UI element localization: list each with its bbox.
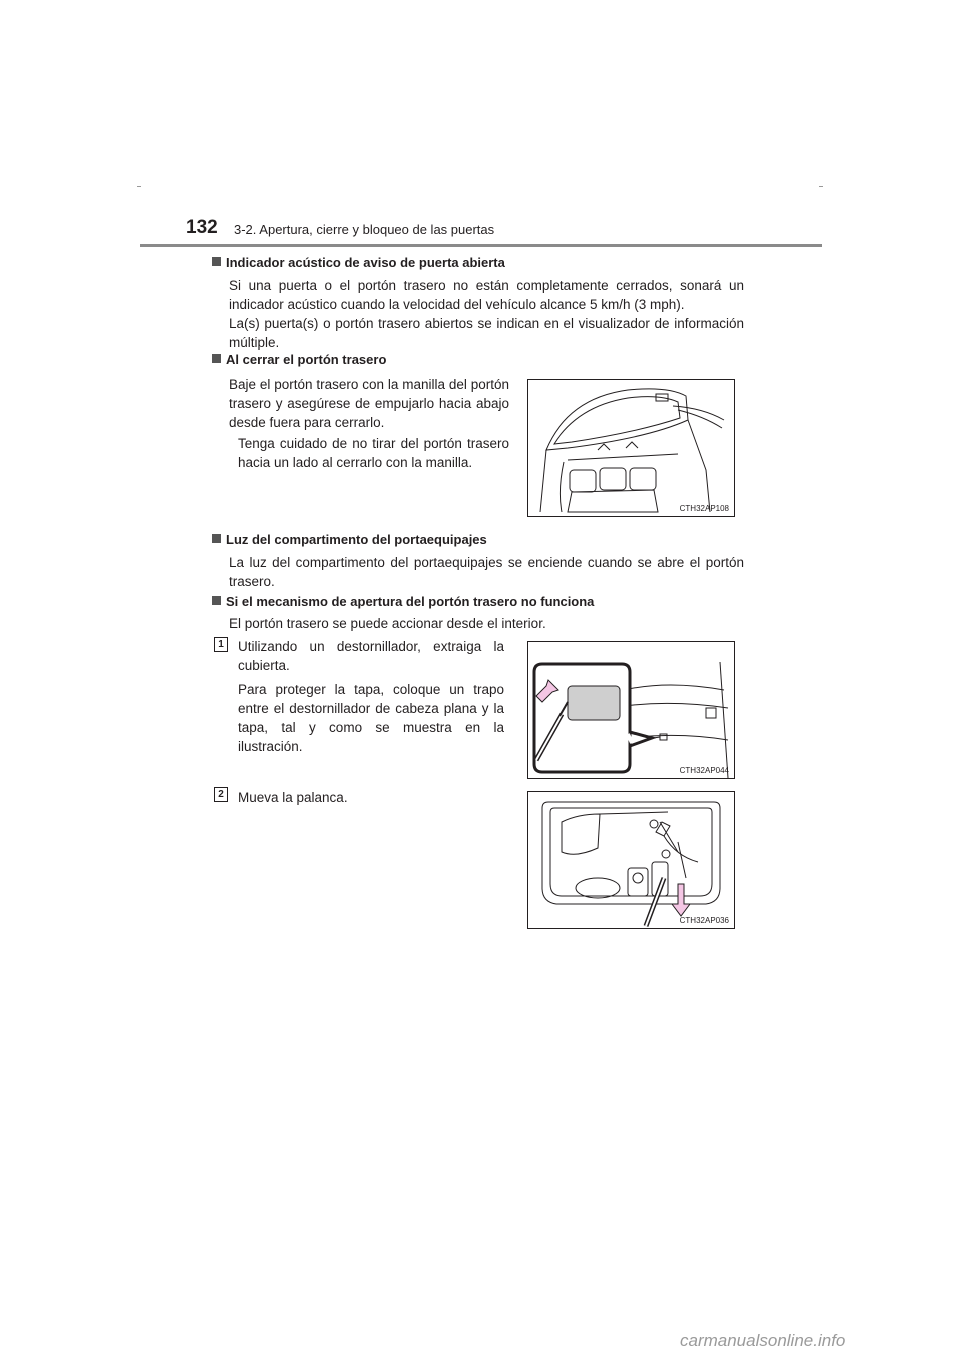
illustration-remove-cover — [527, 641, 735, 779]
header-rule — [140, 244, 822, 247]
heading-text: Al cerrar el portón trasero — [226, 352, 387, 367]
move-lever-drawing — [528, 792, 734, 928]
figure-code: CTH32AP036 — [679, 916, 729, 925]
illustration-move-lever — [527, 791, 735, 929]
step-number-2: 2 — [214, 787, 228, 802]
heading-text: Indicador acústico de aviso de puerta abierta — [226, 255, 505, 270]
page-header — [140, 215, 822, 247]
figure-code: CTH32AP044 — [679, 766, 729, 775]
paragraph-note: Tenga cuidado de no tirar del portón trasero hacia un lado al cerrarlo con la manilla. — [238, 436, 509, 470]
step-number-1: 1 — [214, 637, 228, 652]
paragraph: El portón trasero se puede accionar desde el interior. — [229, 616, 546, 631]
heading-luggage-light — [212, 532, 487, 548]
step-1-text: Utilizando un destornillador, extraiga la cubierta. — [238, 639, 504, 673]
step-2-text: Mueva la palanca. — [238, 790, 348, 805]
square-bullet-icon — [212, 257, 221, 266]
illustration-back-door-closing — [527, 379, 735, 517]
footer-watermark: carmanualsonline.info — [680, 1331, 846, 1350]
square-bullet-icon — [212, 354, 221, 363]
crop-mark-left — [137, 186, 141, 187]
crop-mark-right — [819, 186, 823, 187]
paragraph: Baje el portón trasero con la manilla del portón trasero y asegúrese de empujarlo hacia abajo desde fuera para cerrarlo. — [229, 377, 509, 430]
paragraph: La(s) puerta(s) o portón trasero abiertos se indican en el visualizador de información múltiple. — [229, 316, 744, 350]
remove-cover-drawing — [528, 642, 734, 778]
heading-text: Luz del compartimento del portaequipajes — [226, 532, 487, 547]
back-door-drawing — [528, 380, 734, 516]
figure-code: CTH32AP108 — [679, 504, 729, 513]
heading-opener-failure — [212, 594, 594, 610]
paragraph: Si una puerta o el portón trasero no están completamente cerrados, sonará un indicador acústico cuando la velocidad del vehículo alcance 5 km/h (3 mph). — [229, 278, 744, 312]
heading-closing-back-door — [212, 352, 386, 368]
page-number: 132 — [186, 217, 218, 238]
square-bullet-icon — [212, 534, 221, 543]
square-bullet-icon — [212, 596, 221, 605]
section-title: 3-2. Apertura, cierre y bloqueo de las puertas — [234, 222, 495, 237]
step-1-note: Para proteger la tapa, coloque un trapo entre el destornillador de cabeza plana y la tapa, tal y como se muestra en la ilustración. — [238, 682, 504, 754]
heading-door-open-buzzer — [212, 255, 505, 271]
heading-text: Si el mecanismo de apertura del portón trasero no funciona — [226, 594, 595, 609]
paragraph: La luz del compartimento del portaequipajes se enciende cuando se abre el portón trasero. — [229, 555, 744, 589]
